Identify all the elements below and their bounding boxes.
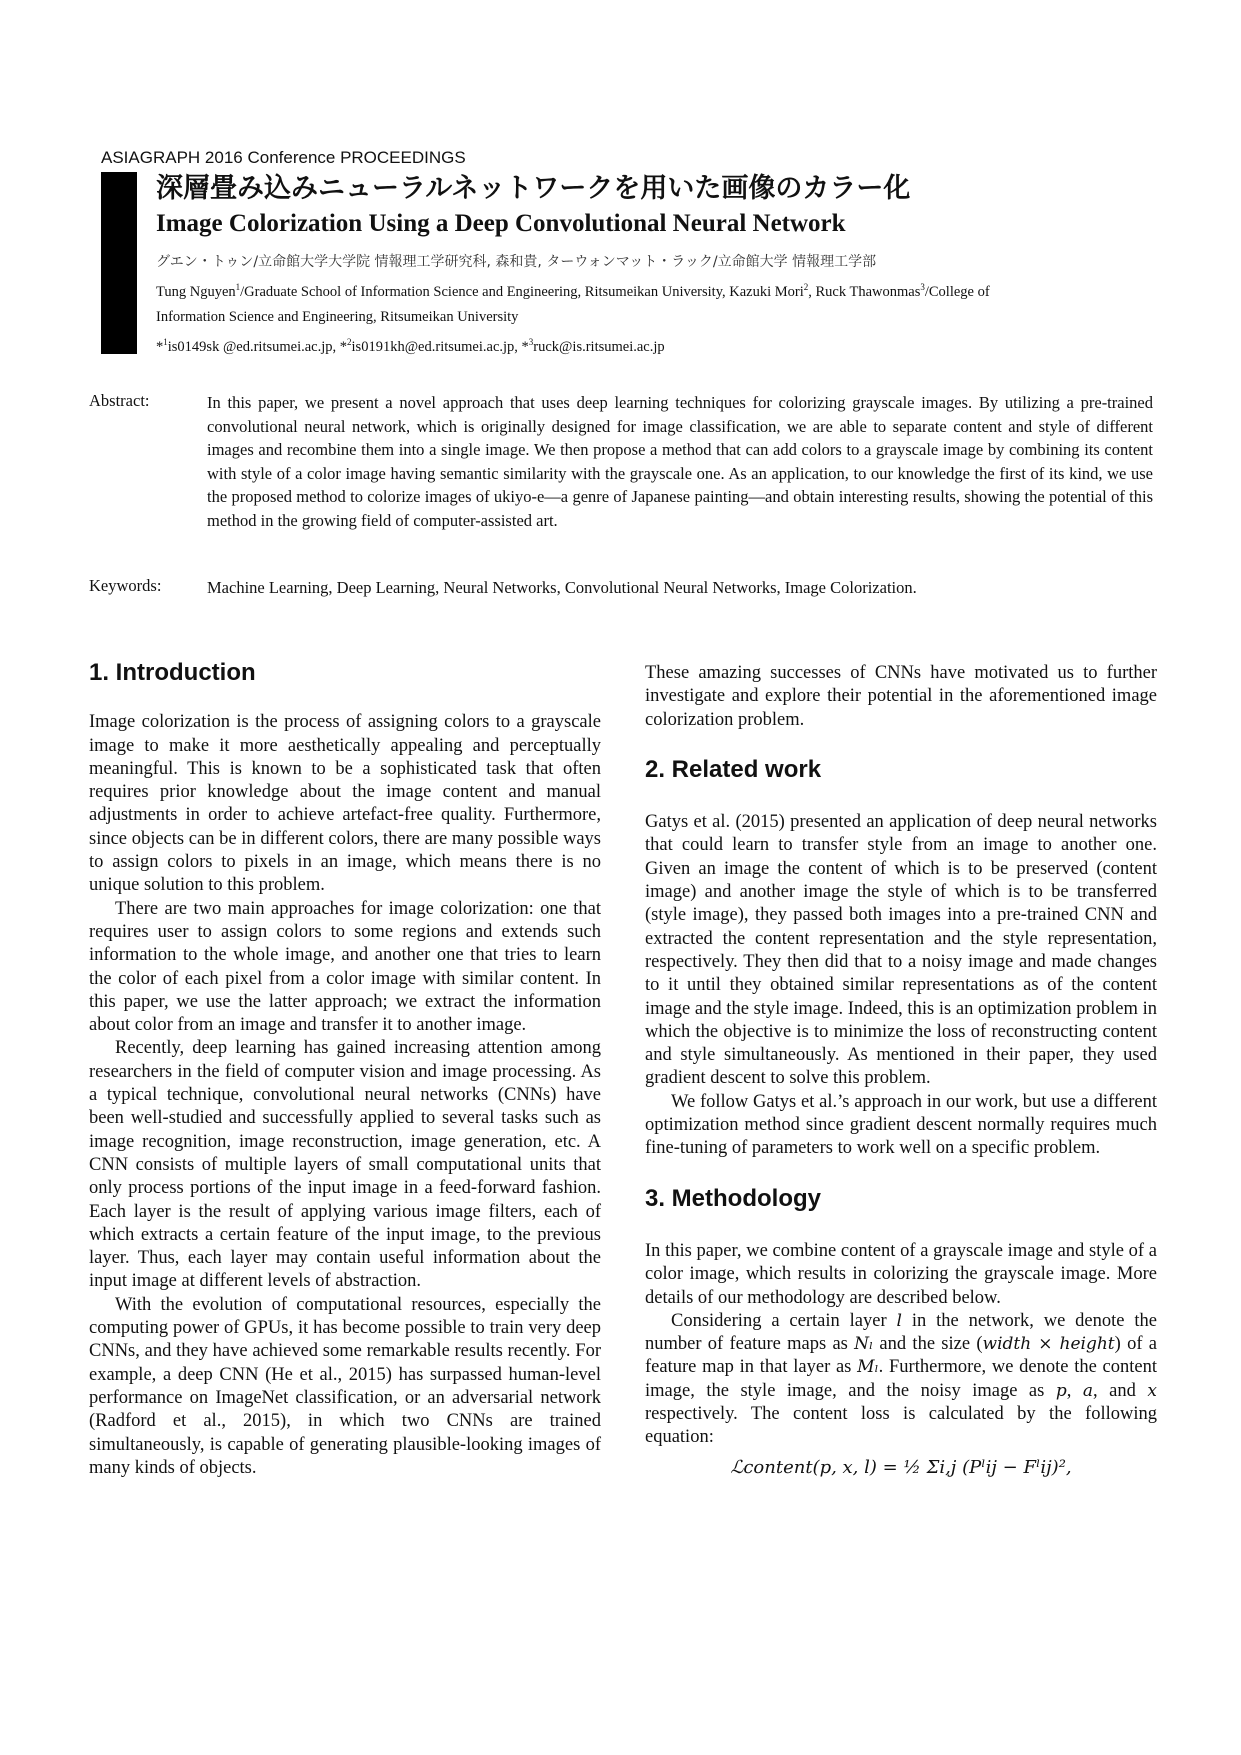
section-heading-methodology: 3. Methodology <box>645 1184 821 1212</box>
text-run: respectively. The content loss is calculated by the following equation: <box>645 1404 1157 1448</box>
affiliation-text: , Ruck Thawonmas <box>808 283 921 300</box>
email-prefix: * <box>156 338 164 355</box>
keywords-label: Keywords: <box>89 576 162 595</box>
paragraph: These amazing successes of CNNs have motivated us to further investigate and explore their potential in the aforementioned image colorization problem. <box>645 663 1157 730</box>
abstract-text: In this paper, we present a novel approach that uses deep learning techniques for colorizing grayscale images. By utilizing a pre-trained convolutional neural network, which is originally designed for image classification, we are able to separate content and style of different images and recombine them into a single image. We then propose a method that can add colors to a grayscale image by combining its content with style of a color image having semantic similarity with the grayscale one. As an application, to our knowledge the first of its kind, we use the proposed method to colorize images of ukiyo-e—a genre of Japanese painting—and obtain interesting results, showing the potential of this method in the growing field of computer-assisted art. <box>207 393 1153 530</box>
math-symbol: a <box>1082 1380 1094 1401</box>
paragraph: Image colorization is the process of assigning colors to a grayscale image to make it more aesthetically appealing and perceptually meaningful. This is known to be a sophisticated task that often requires prior knowledge about the image content and manual adjustments in order to achieve artefact-free quality. Furthermore, since objects can be in different colors, there are many possible ways to assign colors to pixels in an image, which means there is no unique solution to this problem. <box>89 712 601 896</box>
text-run: Considering a certain layer <box>671 1310 897 1331</box>
email-3: ruck@is.ritsumei.ac.jp <box>533 338 665 355</box>
content-loss-equation: ℒcontent(p, x, l) = ½ Σi,j (Pˡij − Fˡij)², <box>730 1456 1072 1478</box>
section-heading-introduction: 1. Introduction <box>89 659 256 686</box>
paragraph: We follow Gatys et al.’s approach in our work, but use a different optimization method since gradient descent normally requires much fine-tuning of parameters to work well on a specific problem. <box>645 1091 1157 1159</box>
author-name: Tung Nguyen <box>156 283 236 300</box>
text-run: ) of a feature map in that layer as <box>645 1334 1157 1378</box>
paragraph: Gatys et al. (2015) presented an application of deep neural networks that could learn to transfer style from an image to another one. Given an image the content of which is to be preserved (content image) and another image the style of which is to be transferred (style image), they passed both images into a pre-trained CNN and extracted the content representation and the style representation, respectively. They then did that to a noisy image and made changes to it until they obtained similar representations as of the content image and the style image. Indeed, this is an optimization problem in which the objective is to minimize the loss of reconstructing content and style simultaneously. As mentioned in their paper, they used gradient descent to solve this problem. <box>645 812 1157 1089</box>
paragraph: There are two main approaches for image colorization: one that requires user to assign colors to some regions and extends such information to the whole image, and another one that tries to learn the color of each pixel from a color image with similar content. In this paper, we use the latter approach; we extract the information about color from an image and transfer it to another image. <box>89 898 601 1036</box>
math-symbol: l <box>896 1310 902 1331</box>
paragraph <box>645 1310 1157 1450</box>
title-english: Image Colorization Using a Deep Convolutional Neural Network <box>156 210 846 237</box>
paragraph: With the evolution of computational resources, especially the computing power of GPUs, it has become possible to train very deep CNNs, and they have achieved some remarkable results recently. For example, a deep CNN (He et al., 2015) has surpassed human-level performance on ImageNet classification, or an adversarial network (Radford et al., 2015), in which two CNNs are trained simultaneously, is capable of generating plausible-looking images of many kinds of objects. <box>89 1294 601 1478</box>
superscript: 2 <box>803 282 809 292</box>
math-symbol: p <box>1055 1380 1067 1401</box>
math-symbol: x <box>1147 1380 1157 1401</box>
left-column <box>89 655 601 1480</box>
text-run: , and <box>1093 1380 1148 1401</box>
affiliations <box>156 275 1156 360</box>
email-2: is0191kh@ed.ritsumei.ac.jp, * <box>351 338 529 355</box>
running-header: ASIAGRAPH 2016 Conference PROCEEDINGS <box>101 148 466 167</box>
keywords-text: Machine Learning, Deep Learning, Neural Networks, Convolutional Neural Networks, Image Colorization. <box>207 578 917 597</box>
authors-japanese: グエン・トゥン/立命館大学大学院 情報理工学研究科, 森和貴, ターウォンマット・ラック/立命館大学 情報理工学部 <box>156 254 877 270</box>
section-heading-related-work: 2. Related work <box>645 755 822 783</box>
title-japanese: 深層畳み込みニューラルネットワークを用いた画像のカラー化 <box>156 173 911 204</box>
math-symbol: width × height <box>982 1334 1115 1355</box>
math-symbol: Nₗ <box>854 1334 874 1355</box>
paragraph: In this paper, we combine content of a grayscale image and style of a color image, which results in colorizing the grayscale image. More details of our methodology are described below. <box>645 1240 1157 1308</box>
title-bar-decoration <box>101 172 137 354</box>
superscript: 1 <box>235 282 241 292</box>
email-1: is0149sk @ed.ritsumei.ac.jp, * <box>167 338 348 355</box>
text-run: . Furthermore, we denote the content image, the style image, and the noisy image as <box>645 1357 1157 1401</box>
superscript: 2 <box>347 336 352 347</box>
right-column <box>645 662 1157 1479</box>
math-symbol: Mₗ <box>857 1357 879 1378</box>
superscript: 1 <box>163 336 168 347</box>
superscript: 3 <box>528 336 534 347</box>
affiliation-text: /Graduate School of Information Science and Engineering, Ritsumeikan University, Kazuki Mori <box>240 283 804 300</box>
text-run: in the network, we denote the number of feature maps as <box>645 1310 1157 1355</box>
abstract-label: Abstract: <box>89 391 150 410</box>
affiliation-text: /College of <box>924 283 990 300</box>
superscript: 3 <box>920 282 925 292</box>
text-run: and the size ( <box>873 1334 983 1355</box>
affiliation-line-2: Information Science and Engineering, Ritsumeikan University <box>156 308 519 325</box>
paragraph: Recently, deep learning has gained increasing attention among researchers in the field of computer vision and image processing. As a typical technique, convolutional neural networks (CNNs) have been well-studied and successfully applied to several tasks such as image recognition, image reconstruction, image generation, etc. A CNN consists of multiple layers of small computational units that only process portions of the input image in a feed-forward fashion. Each layer is the result of applying various image filters, each of which extracts a certain feature of the input image, to the previous layer. Thus, each layer may contain useful information about the input image at different levels of abstraction. <box>89 1038 601 1292</box>
title-block <box>156 172 1156 360</box>
text-run: , <box>1066 1380 1083 1401</box>
